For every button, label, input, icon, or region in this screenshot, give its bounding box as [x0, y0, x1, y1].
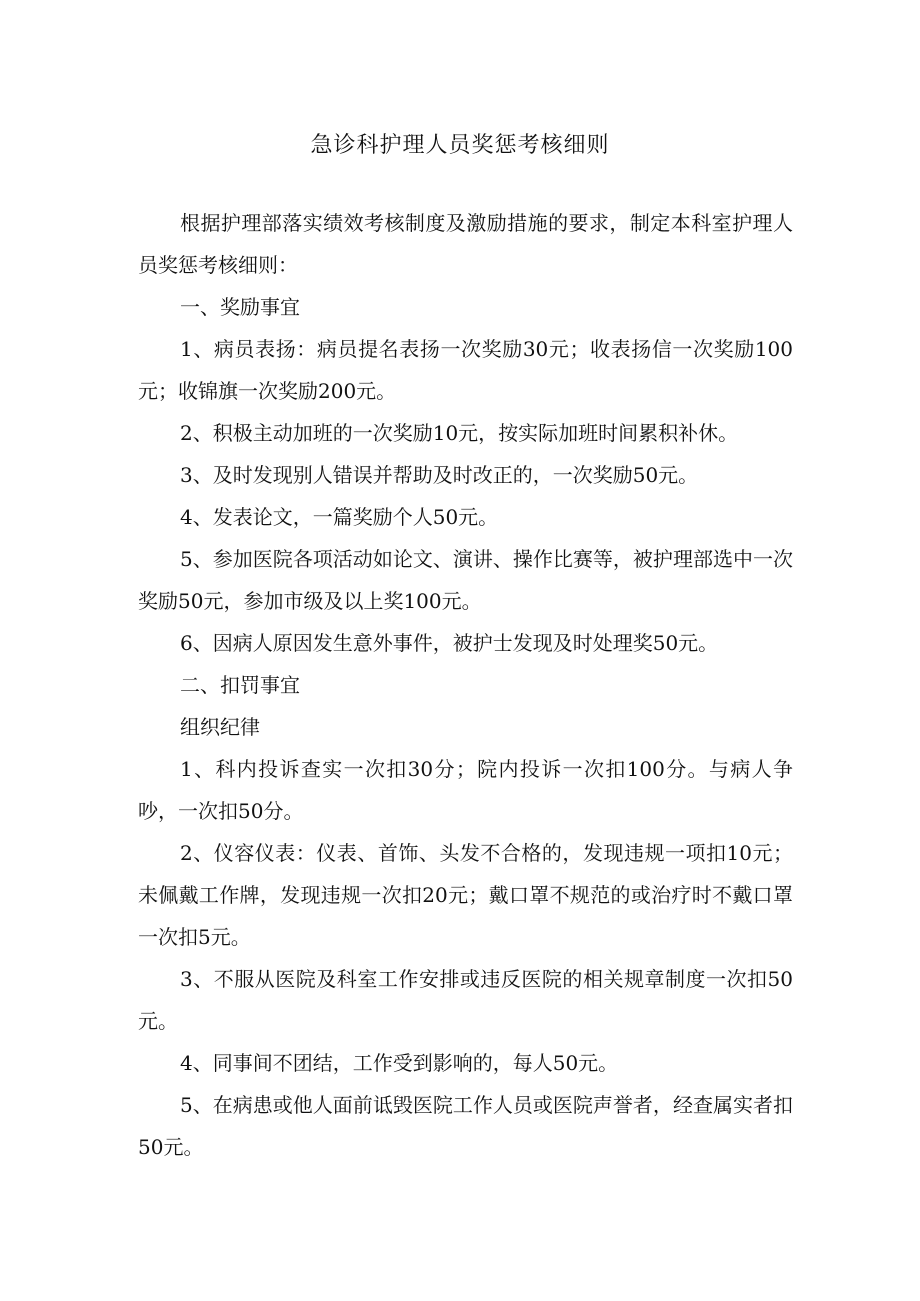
reward-item-5: 5、参加医院各项活动如论文、演讲、操作比赛等，被护理部选中一次奖励50元，参加市级及以上奖100元。 — [138, 547, 793, 613]
penalty-item-5: 5、在病患或他人面前诋毁医院工作人员或医院声誉者，经查属实者扣50元。 — [138, 1093, 793, 1159]
intro-paragraph: 根据护理部落实绩效考核制度及激励措施的要求，制定本科室护理人员奖惩考核细则： — [138, 211, 793, 277]
penalty-item-1: 1、科内投诉查实一次扣30分；院内投诉一次扣100分。与病人争吵，一次扣50分。 — [138, 757, 793, 823]
reward-item-6: 6、因病人原因发生意外事件，被护士发现及时处理奖50元。 — [180, 631, 719, 655]
section-heading-penalties: 二、扣罚事宜 — [180, 673, 300, 697]
section-heading-rewards: 一、奖励事宜 — [180, 295, 300, 319]
penalty-item-2: 2、仪容仪表：仪表、首饰、头发不合格的，发现违规一项扣10元；未佩戴工作牌，发现违规一次扣20元；戴口罩不规范的或治疗时不戴口罩一次扣5元。 — [138, 841, 793, 949]
penalty-item-4: 4、同事间不团结，工作受到影响的，每人50元。 — [180, 1051, 619, 1075]
document-body — [138, 202, 793, 1168]
document-title: 急诊科护理人员奖惩考核细则 — [310, 133, 610, 158]
penalty-item-3: 3、不服从医院及科室工作安排或违反医院的相关规章制度一次扣50元。 — [138, 967, 793, 1033]
reward-item-4: 4、发表论文，一篇奖励个人50元。 — [180, 505, 499, 529]
reward-item-2: 2、积极主动加班的一次奖励10元，按实际加班时间累积补休。 — [180, 421, 739, 445]
reward-item-3: 3、及时发现别人错误并帮助及时改正的，一次奖励50元。 — [180, 463, 699, 487]
subheading-discipline: 组织纪律 — [180, 715, 260, 739]
reward-item-1: 1、病员表扬：病员提名表扬一次奖励30元；收表扬信一次奖励100元；收锦旗一次奖励200元。 — [138, 337, 793, 403]
